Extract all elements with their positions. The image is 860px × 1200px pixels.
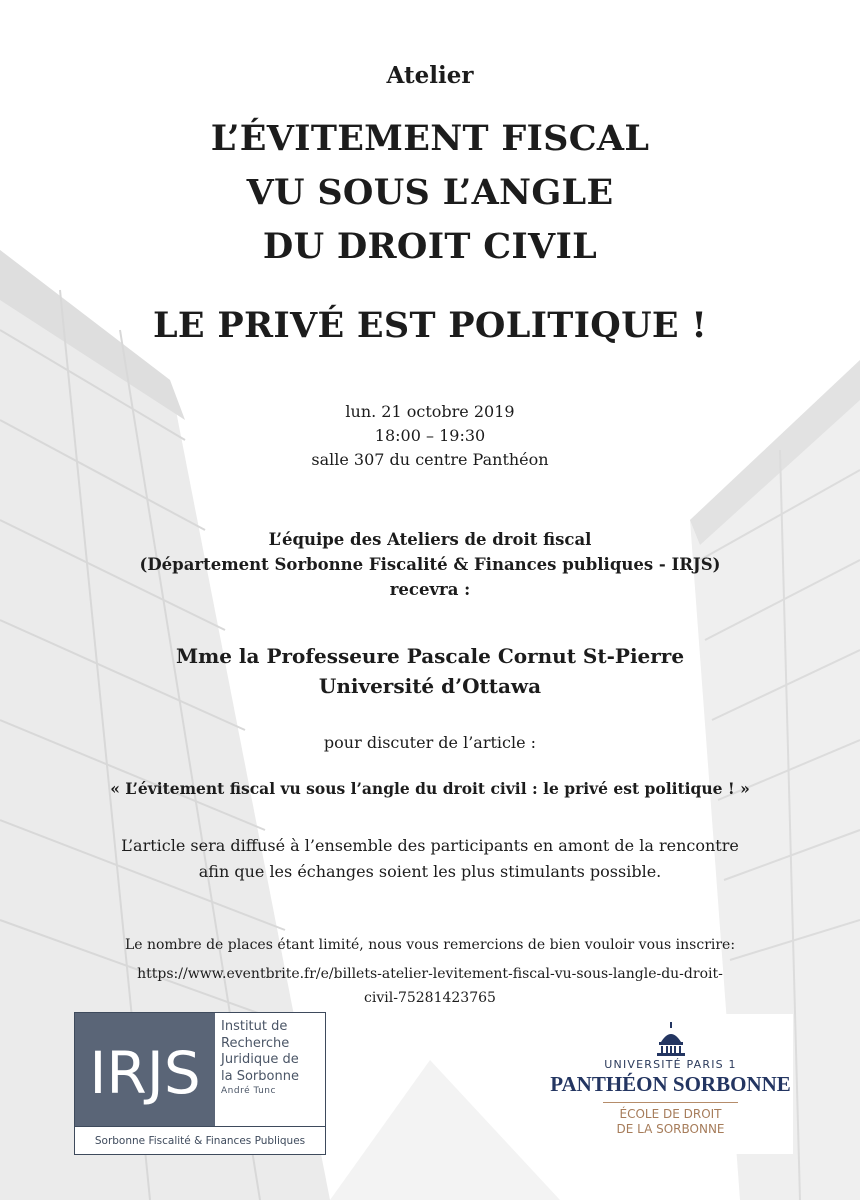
registration-notice: Le nombre de places étant limité, nous vous remercions de bien vouloir vous inscrire: [124, 937, 736, 953]
article-title: « L’évitement fiscal vu sous l’angle du droit civil : le privé est politique ! » [110, 779, 750, 798]
irjs-text-line: Recherche [221, 1035, 290, 1051]
irjs-text-line: Institut de [221, 1019, 288, 1034]
title-line-1: L’ÉVITEMENT FISCAL [210, 118, 650, 159]
dome-icon [655, 1022, 687, 1056]
school-name-line-1: ÉCOLE DE DROIT [619, 1107, 722, 1121]
event-date: lun. 21 octobre 2019 [345, 402, 515, 421]
article-note-line-1: L’article sera diffusé à l’ensemble des participants en amont de la rencontre [121, 836, 739, 855]
irjs-mark-text: IRJS [89, 1039, 201, 1107]
irjs-logo [74, 1012, 326, 1155]
event-time: 18:00 – 19:30 [374, 426, 486, 445]
event-place: salle 307 du centre Panthéon [311, 450, 549, 469]
host-line-1: L’équipe des Ateliers de droit fiscal [268, 530, 592, 549]
irjs-subtitle: André Tunc [221, 1086, 276, 1096]
registration-link-line-2[interactable]: civil-75281423765 [364, 990, 496, 1006]
subtitle: LE PRIVÉ EST POLITIQUE ! [152, 305, 708, 346]
pantheon-sorbonne-logo [548, 1014, 793, 1154]
university-label: UNIVERSITÉ PARIS 1 [604, 1058, 737, 1071]
host-line-3: recevra : [389, 580, 471, 599]
guest-name: Mme la Professeure Pascale Cornut St-Pierre [175, 644, 685, 668]
irjs-footer: Sorbonne Fiscalité & Finances Publiques [75, 1126, 325, 1155]
school-name-line-2: DE LA SORBONNE [616, 1122, 725, 1136]
host-line-2: (Département Sorbonne Fiscalité & Finances publiques - IRJS) [139, 555, 721, 574]
title-line-3: DU DROIT CIVIL [262, 226, 598, 267]
event-kicker: Atelier [386, 62, 474, 89]
article-intro: pour discuter de l’article : [323, 733, 537, 752]
logo-divider [603, 1102, 738, 1103]
university-name: PANTHÉON SORBONNE [550, 1072, 791, 1096]
irjs-text-line: la Sorbonne [221, 1068, 299, 1084]
registration-link-line-1[interactable]: https://www.eventbrite.fr/e/billets-atelier-levitement-fiscal-vu-sous-langle-du-droit- [137, 966, 723, 982]
title-line-2: VU SOUS L’ANGLE [246, 172, 614, 213]
irjs-monogram [75, 1013, 215, 1126]
guest-affiliation: Université d’Ottawa [318, 674, 542, 698]
article-note-line-2: afin que les échanges soient les plus stimulants possible. [198, 862, 662, 881]
irjs-text-line: Juridique de [221, 1052, 299, 1067]
